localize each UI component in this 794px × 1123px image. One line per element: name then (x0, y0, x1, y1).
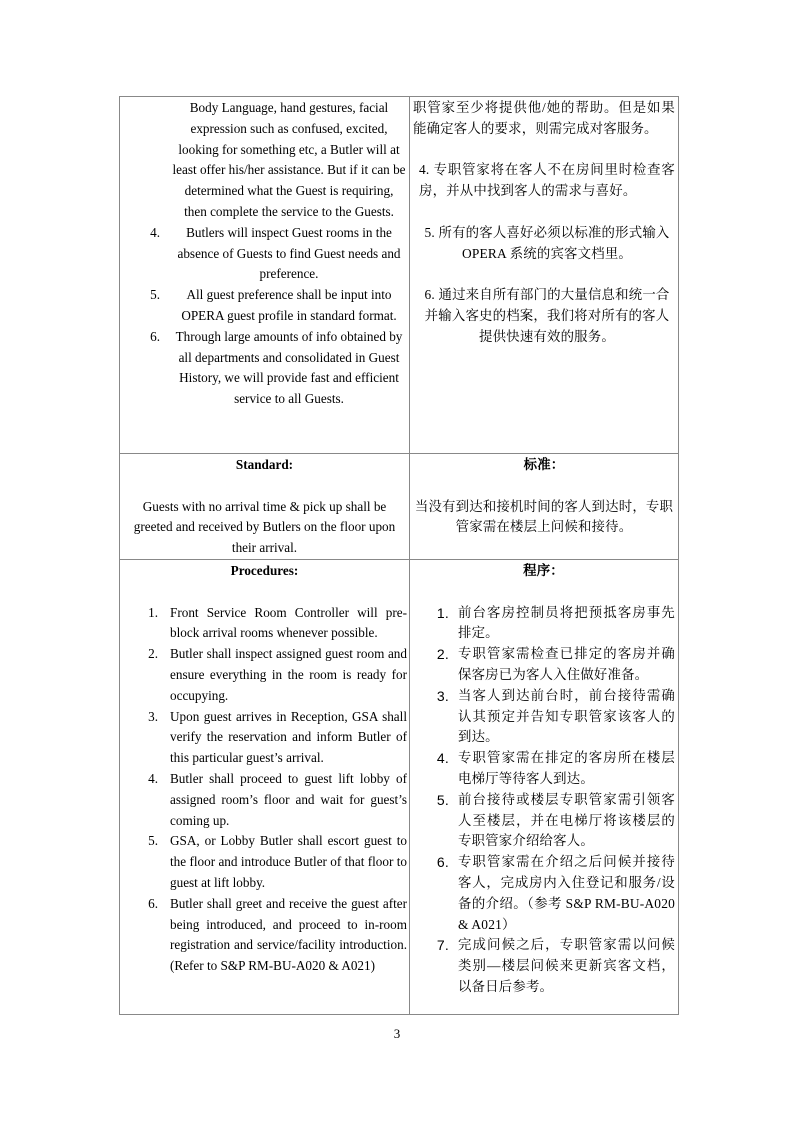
procedure-zh-item-number: 1. (436, 604, 449, 621)
continuation-en-item-number: 6. (150, 328, 160, 344)
procedure-zh-item (412, 790, 675, 852)
procedures-zh-cell (410, 559, 679, 1014)
procedure-zh-item-number: 6. (436, 854, 449, 871)
continuation-zh-item: 6. 通过来自所有部门的大量信息和统一合并输入客史的档案，我们将对所有的客人提供快速有效的服务。 (424, 287, 670, 344)
procedure-en-item-text: Butler shall proceed to guest lift lobby of assigned room’s floor and wait for guest’s coming up. (170, 770, 407, 828)
continuation-zh-item: 4. 专职管家将在客人不在房间里时检查客房，并从中找到客人的需求与喜好。 (419, 162, 675, 199)
procedure-zh-item-text: 完成问候之后，专职管家需以问候类别—楼层问候来更新宾客文档，以备日后参考。 (458, 937, 675, 994)
continuation-en-item-number: 5. (150, 287, 160, 303)
procedure-en-item-text: Upon guest arrives in Reception, GSA shall verify the reservation and inform Butler of this particular guest’s arrival. (170, 708, 407, 766)
procedure-en-item (122, 707, 407, 769)
procedure-en-item-number: 3. (148, 708, 158, 724)
continuation-en-list (150, 223, 406, 410)
sop-table (119, 96, 679, 1015)
continuation-en-item (150, 327, 406, 410)
procedure-en-item (122, 603, 407, 645)
continuation-en-item-text: Through large amounts of info obtained by all departments and consolidated in Guest History, we will provide fast and efficient service to all Guests. (175, 328, 403, 407)
procedure-en-item-number: 6. (148, 895, 158, 911)
standard-en-heading: Standard: (235, 457, 294, 472)
procedure-en-item-number: 2. (148, 646, 158, 662)
procedure-en-item (122, 831, 407, 893)
procedure-zh-item-number: 2. (436, 646, 449, 663)
procedure-zh-item (412, 935, 675, 997)
procedure-zh-item (412, 748, 675, 790)
continuation-zh-cell (410, 97, 679, 454)
continuation-en-cell (120, 97, 410, 454)
procedure-en-item (122, 769, 407, 831)
procedure-zh-item-number: 4. (436, 750, 449, 767)
standard-zh-heading: 标准： (523, 457, 565, 472)
procedure-en-item-text: Butler shall greet and receive the guest after being introduced, and proceed to in-room registration and service/facility introduction. (Refer to S&P RM-BU-A020 & A021) (170, 895, 407, 974)
procedure-zh-item-text: 前台客房控制员将把预抵客房事先排定。 (458, 604, 675, 641)
procedures-en-cell (120, 559, 410, 1014)
procedure-en-item-number: 5. (148, 833, 158, 849)
continuation-zh-item: 5. 所有的客人喜好必须以标准的形式输入 OPERA 系统的宾客文档里。 (424, 224, 670, 261)
procedure-zh-item-text: 专职管家需检查已排定的客房并确保客房已为客人入住做好准备。 (458, 646, 675, 682)
standard-en-cell (120, 454, 410, 560)
procedure-zh-item-number: 5. (436, 791, 449, 808)
procedure-zh-item-number: 3. (436, 687, 449, 704)
procedure-en-item-text: GSA, or Lobby Butler shall escort guest to the floor and introduce Butler of that floor to guest at lift lobby. (170, 833, 407, 890)
procedure-en-item-text: Butler shall inspect assigned guest room and ensure everything in the room is ready for occupying. (170, 646, 407, 703)
procedure-en-item (122, 894, 407, 977)
procedure-en-item (122, 644, 407, 706)
procedure-en-item-number: 1. (148, 604, 158, 620)
procedures-zh-list (412, 603, 675, 998)
continuation-en-item-text: Butlers will inspect Guest rooms in the absence of Guests to find Guest needs and preference. (177, 224, 401, 282)
page-number: 3 (393, 1026, 401, 1041)
procedure-zh-item-text: 前台接待或楼层专职管家需引领客人至楼层，并在电梯厅将该楼层的专职管家介绍给客人。 (458, 791, 675, 849)
continuation-en-item (150, 285, 406, 327)
procedure-zh-item-text: 专职管家需在介绍之后问候并接待客人，完成房内入住登记和服务/设备的介绍。（参考 S&P RM-BU-A020 & A021） (458, 854, 675, 932)
standard-zh-cell (410, 454, 679, 560)
continuation-en-item-text: All guest preference shall be input into OPERA guest profile in standard format. (181, 287, 397, 323)
procedures-row (120, 559, 679, 1014)
continuation-en-item-number: 4. (150, 224, 160, 240)
standard-zh-text: 当没有到达和接机时间的客人到达时，专职管家需在楼层上问候和接待。 (414, 498, 674, 535)
procedure-zh-item (412, 603, 675, 645)
standard-row (120, 454, 679, 560)
procedures-en-list (122, 603, 407, 977)
continuation-en-intro: Body Language, hand gestures, facial expression such as confused, excited, looking for something etc, a Butler will at least offer his/her assistance. But if it can be determined what the Guest is requiring, then complete the service to the Guests. (172, 100, 406, 219)
continuation-row (120, 97, 679, 454)
procedure-zh-item-number: 7. (436, 937, 449, 954)
procedure-zh-item-text: 当客人到达前台时，前台接待需确认其预定并告知专职管家该客人的到达。 (458, 687, 675, 745)
procedure-zh-item (412, 852, 675, 935)
continuation-zh-intro: 职管家至少将提供他/她的帮助。但是如果能确定客人的要求，则需完成对客服务。 (413, 100, 675, 136)
procedure-zh-item (412, 644, 675, 686)
procedure-zh-item-text: 专职管家需在排定的客房所在楼层电梯厅等待客人到达。 (458, 750, 675, 786)
procedures-zh-heading: 程序： (523, 562, 564, 578)
standard-en-text: Guests with no arrival time & pick up shall be greeted and received by Butlers on the floor upon their arrival. (133, 498, 396, 556)
procedure-zh-item (412, 686, 675, 748)
procedures-en-heading: Procedures: (230, 562, 299, 578)
procedure-en-item-number: 4. (148, 770, 158, 786)
continuation-en-item (150, 223, 406, 285)
procedure-en-item-text: Front Service Room Controller will pre-block arrival rooms whenever possible. (170, 604, 407, 641)
